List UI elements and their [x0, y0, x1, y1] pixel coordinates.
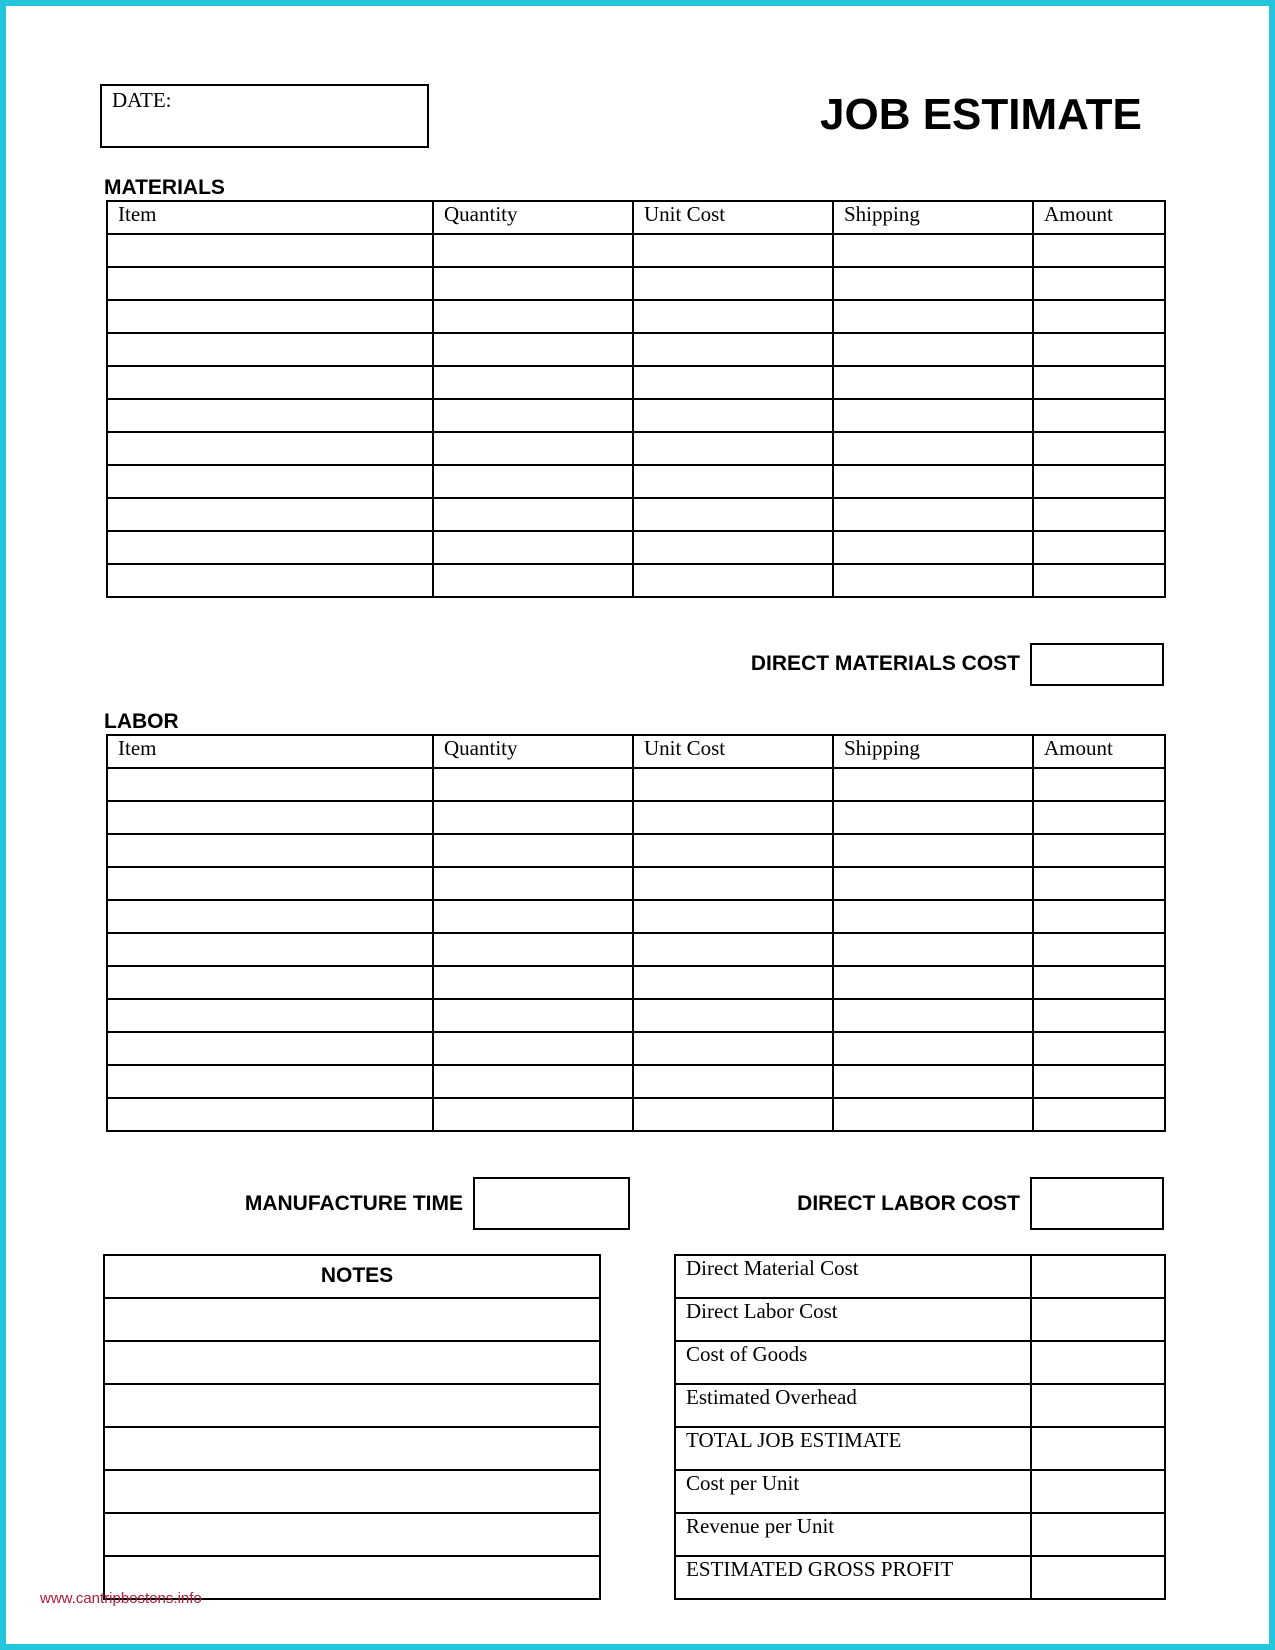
- notes-line-row: [104, 1384, 600, 1427]
- labor-col-amount: Amount: [1033, 735, 1165, 768]
- watermark: www.cantripbostons.info: [40, 1590, 202, 1607]
- materials-row: [107, 366, 1165, 399]
- labor-cell[interactable]: [107, 900, 433, 933]
- materials-row: [107, 399, 1165, 432]
- labor-cell[interactable]: [633, 801, 833, 834]
- summary-value-field[interactable]: [1031, 1470, 1165, 1513]
- labor-cell[interactable]: [633, 933, 833, 966]
- labor-cell[interactable]: [1033, 933, 1165, 966]
- materials-cell[interactable]: [633, 531, 833, 564]
- labor-cell[interactable]: [1033, 1065, 1165, 1098]
- labor-cell[interactable]: [107, 1065, 433, 1098]
- labor-cell[interactable]: [633, 900, 833, 933]
- labor-cell[interactable]: [833, 1065, 1033, 1098]
- direct-labor-cost-field[interactable]: [1030, 1177, 1164, 1230]
- summary-value-field[interactable]: [1031, 1298, 1165, 1341]
- labor-col-unit-cost: Unit Cost: [633, 735, 833, 768]
- labor-cell[interactable]: [633, 834, 833, 867]
- materials-cell[interactable]: [633, 333, 833, 366]
- notes-line-row: [104, 1298, 600, 1341]
- materials-cell[interactable]: [633, 432, 833, 465]
- summary-row: [675, 1556, 1165, 1599]
- labor-cell[interactable]: [433, 768, 633, 801]
- notes-line-cell[interactable]: [104, 1341, 600, 1384]
- materials-row: [107, 432, 1165, 465]
- materials-row: [107, 465, 1165, 498]
- materials-cell[interactable]: [833, 564, 1033, 597]
- summary-label: Revenue per Unit: [675, 1513, 1031, 1556]
- materials-cell[interactable]: [107, 300, 433, 333]
- labor-row: [107, 966, 1165, 999]
- labor-cell[interactable]: [1033, 999, 1165, 1032]
- labor-table: [106, 734, 1166, 1132]
- summary-value-field[interactable]: [1031, 1556, 1165, 1599]
- labor-cell[interactable]: [633, 999, 833, 1032]
- materials-cell[interactable]: [433, 564, 633, 597]
- materials-cell[interactable]: [433, 333, 633, 366]
- materials-cell[interactable]: [1033, 366, 1165, 399]
- materials-cell[interactable]: [833, 366, 1033, 399]
- materials-cell[interactable]: [1033, 333, 1165, 366]
- labor-rows: [107, 768, 1165, 1131]
- labor-row: [107, 1032, 1165, 1065]
- materials-col-quantity: Quantity: [433, 201, 633, 234]
- materials-cell[interactable]: [107, 432, 433, 465]
- summary-value-field[interactable]: [1031, 1384, 1165, 1427]
- materials-cell[interactable]: [833, 234, 1033, 267]
- labor-header-row: [107, 735, 1165, 768]
- materials-cell[interactable]: [633, 498, 833, 531]
- notes-line-row: [104, 1513, 600, 1556]
- materials-cell[interactable]: [833, 333, 1033, 366]
- materials-cell[interactable]: [833, 498, 1033, 531]
- labor-cell[interactable]: [633, 768, 833, 801]
- summary-table: [674, 1254, 1166, 1600]
- labor-cell[interactable]: [1033, 900, 1165, 933]
- notes-rows: [104, 1298, 600, 1599]
- materials-cell[interactable]: [107, 465, 433, 498]
- materials-cell[interactable]: [433, 267, 633, 300]
- materials-cell[interactable]: [1033, 300, 1165, 333]
- labor-cell[interactable]: [107, 834, 433, 867]
- labor-cell[interactable]: [833, 966, 1033, 999]
- materials-row: [107, 564, 1165, 597]
- labor-row: [107, 933, 1165, 966]
- materials-cell[interactable]: [433, 399, 633, 432]
- labor-cell[interactable]: [833, 768, 1033, 801]
- materials-cell[interactable]: [833, 300, 1033, 333]
- materials-cell[interactable]: [107, 333, 433, 366]
- materials-rows: [107, 234, 1165, 597]
- labor-cell[interactable]: [1033, 834, 1165, 867]
- notes-line-row: [104, 1470, 600, 1513]
- labor-cell[interactable]: [107, 768, 433, 801]
- summary-row: [675, 1255, 1165, 1298]
- summary-value-field[interactable]: [1031, 1255, 1165, 1298]
- labor-cell[interactable]: [633, 1032, 833, 1065]
- materials-cell[interactable]: [1033, 267, 1165, 300]
- labor-row: [107, 834, 1165, 867]
- materials-cell[interactable]: [107, 366, 433, 399]
- materials-row: [107, 333, 1165, 366]
- labor-cell[interactable]: [1033, 966, 1165, 999]
- summary-row: [675, 1470, 1165, 1513]
- materials-cell[interactable]: [1033, 465, 1165, 498]
- labor-cell[interactable]: [833, 933, 1033, 966]
- notes-line-cell[interactable]: [104, 1298, 600, 1341]
- labor-cell[interactable]: [633, 1065, 833, 1098]
- labor-row: [107, 1098, 1165, 1131]
- labor-cell[interactable]: [433, 966, 633, 999]
- labor-cell[interactable]: [833, 999, 1033, 1032]
- materials-row: [107, 267, 1165, 300]
- labor-cell[interactable]: [433, 1065, 633, 1098]
- materials-cell[interactable]: [633, 267, 833, 300]
- materials-cell[interactable]: [433, 234, 633, 267]
- page-title: JOB ESTIMATE: [820, 90, 1142, 139]
- labor-cell[interactable]: [433, 867, 633, 900]
- labor-cell[interactable]: [633, 1098, 833, 1131]
- notes-line-cell[interactable]: [104, 1513, 600, 1556]
- notes-table: [103, 1254, 601, 1600]
- materials-cell[interactable]: [833, 531, 1033, 564]
- labor-row: [107, 801, 1165, 834]
- materials-cell[interactable]: [107, 531, 433, 564]
- materials-cell[interactable]: [433, 465, 633, 498]
- labor-col-item: Item: [107, 735, 433, 768]
- labor-cell[interactable]: [107, 933, 433, 966]
- labor-cell[interactable]: [1033, 801, 1165, 834]
- labor-cell[interactable]: [1033, 1098, 1165, 1131]
- labor-section-label: LABOR: [104, 710, 179, 733]
- summary-label: Cost per Unit: [675, 1470, 1031, 1513]
- materials-cell[interactable]: [107, 498, 433, 531]
- materials-cell[interactable]: [633, 234, 833, 267]
- summary-label: Direct Material Cost: [675, 1255, 1031, 1298]
- materials-section-label: MATERIALS: [104, 176, 225, 199]
- materials-cell[interactable]: [633, 564, 833, 597]
- materials-cell[interactable]: [633, 300, 833, 333]
- labor-row: [107, 867, 1165, 900]
- materials-header-row: [107, 201, 1165, 234]
- materials-cell[interactable]: [1033, 564, 1165, 597]
- labor-cell[interactable]: [433, 900, 633, 933]
- labor-cell[interactable]: [107, 1098, 433, 1131]
- notes-header-row: [104, 1255, 600, 1298]
- direct-materials-cost-label: DIRECT MATERIALS COST: [750, 652, 1020, 675]
- labor-cell[interactable]: [107, 801, 433, 834]
- materials-cell[interactable]: [107, 564, 433, 597]
- notes-line-cell[interactable]: [104, 1384, 600, 1427]
- materials-cell[interactable]: [833, 267, 1033, 300]
- summary-row: [675, 1341, 1165, 1384]
- summary-rows: [675, 1255, 1165, 1599]
- summary-label: TOTAL JOB ESTIMATE: [675, 1427, 1031, 1470]
- labor-cell[interactable]: [1033, 867, 1165, 900]
- labor-row: [107, 768, 1165, 801]
- date-field[interactable]: [100, 84, 429, 148]
- manufacture-time-label: MANUFACTURE TIME: [244, 1192, 463, 1215]
- labor-cell[interactable]: [433, 933, 633, 966]
- notes-heading: NOTES: [104, 1255, 600, 1298]
- labor-col-quantity: Quantity: [433, 735, 633, 768]
- summary-value-field[interactable]: [1031, 1427, 1165, 1470]
- materials-cell[interactable]: [433, 498, 633, 531]
- notes-line-row: [104, 1427, 600, 1470]
- labor-cell[interactable]: [107, 999, 433, 1032]
- materials-cell[interactable]: [633, 399, 833, 432]
- labor-cell[interactable]: [633, 966, 833, 999]
- labor-cell[interactable]: [633, 867, 833, 900]
- labor-row: [107, 1065, 1165, 1098]
- summary-row: [675, 1298, 1165, 1341]
- materials-col-amount: Amount: [1033, 201, 1165, 234]
- materials-cell[interactable]: [433, 366, 633, 399]
- materials-cell[interactable]: [833, 432, 1033, 465]
- materials-cell[interactable]: [1033, 531, 1165, 564]
- materials-cell[interactable]: [433, 531, 633, 564]
- direct-materials-cost-field[interactable]: [1030, 643, 1164, 686]
- notes-line-cell[interactable]: [104, 1470, 600, 1513]
- summary-value-field[interactable]: [1031, 1341, 1165, 1384]
- summary-label: ESTIMATED GROSS PROFIT: [675, 1556, 1031, 1599]
- materials-cell[interactable]: [433, 300, 633, 333]
- summary-label: Estimated Overhead: [675, 1384, 1031, 1427]
- labor-cell[interactable]: [833, 867, 1033, 900]
- materials-row: [107, 234, 1165, 267]
- labor-cell[interactable]: [833, 1032, 1033, 1065]
- labor-cell[interactable]: [107, 1032, 433, 1065]
- materials-col-unit-cost: Unit Cost: [633, 201, 833, 234]
- materials-cell[interactable]: [633, 465, 833, 498]
- materials-cell[interactable]: [633, 366, 833, 399]
- materials-row: [107, 498, 1165, 531]
- materials-col-item: Item: [107, 201, 433, 234]
- materials-cell[interactable]: [1033, 498, 1165, 531]
- materials-cell[interactable]: [433, 432, 633, 465]
- summary-label: Direct Labor Cost: [675, 1298, 1031, 1341]
- labor-cell[interactable]: [833, 801, 1033, 834]
- summary-row: [675, 1384, 1165, 1427]
- labor-cell[interactable]: [107, 966, 433, 999]
- summary-label: Cost of Goods: [675, 1341, 1031, 1384]
- labor-cell[interactable]: [433, 1098, 633, 1131]
- materials-cell[interactable]: [833, 465, 1033, 498]
- notes-line-cell[interactable]: [104, 1427, 600, 1470]
- labor-cell[interactable]: [1033, 1032, 1165, 1065]
- materials-cell[interactable]: [833, 399, 1033, 432]
- summary-value-field[interactable]: [1031, 1513, 1165, 1556]
- labor-cell[interactable]: [433, 834, 633, 867]
- direct-labor-cost-label: DIRECT LABOR COST: [797, 1192, 1020, 1215]
- date-label: DATE:: [112, 88, 172, 112]
- materials-row: [107, 300, 1165, 333]
- materials-col-shipping: Shipping: [833, 201, 1033, 234]
- labor-row: [107, 999, 1165, 1032]
- labor-cell[interactable]: [833, 1098, 1033, 1131]
- materials-cell[interactable]: [1033, 399, 1165, 432]
- notes-line-row: [104, 1341, 600, 1384]
- materials-cell[interactable]: [1033, 234, 1165, 267]
- labor-cell[interactable]: [433, 999, 633, 1032]
- materials-cell[interactable]: [1033, 432, 1165, 465]
- materials-table: [106, 200, 1166, 598]
- labor-cell[interactable]: [833, 834, 1033, 867]
- labor-cell[interactable]: [833, 900, 1033, 933]
- summary-row: [675, 1513, 1165, 1556]
- labor-cell[interactable]: [433, 801, 633, 834]
- labor-cell[interactable]: [433, 1032, 633, 1065]
- labor-col-shipping: Shipping: [833, 735, 1033, 768]
- materials-cell[interactable]: [107, 267, 433, 300]
- materials-cell[interactable]: [107, 399, 433, 432]
- manufacture-time-field[interactable]: [473, 1177, 630, 1230]
- labor-cell[interactable]: [107, 867, 433, 900]
- materials-cell[interactable]: [107, 234, 433, 267]
- labor-row: [107, 900, 1165, 933]
- summary-row: [675, 1427, 1165, 1470]
- labor-cell[interactable]: [1033, 768, 1165, 801]
- materials-row: [107, 531, 1165, 564]
